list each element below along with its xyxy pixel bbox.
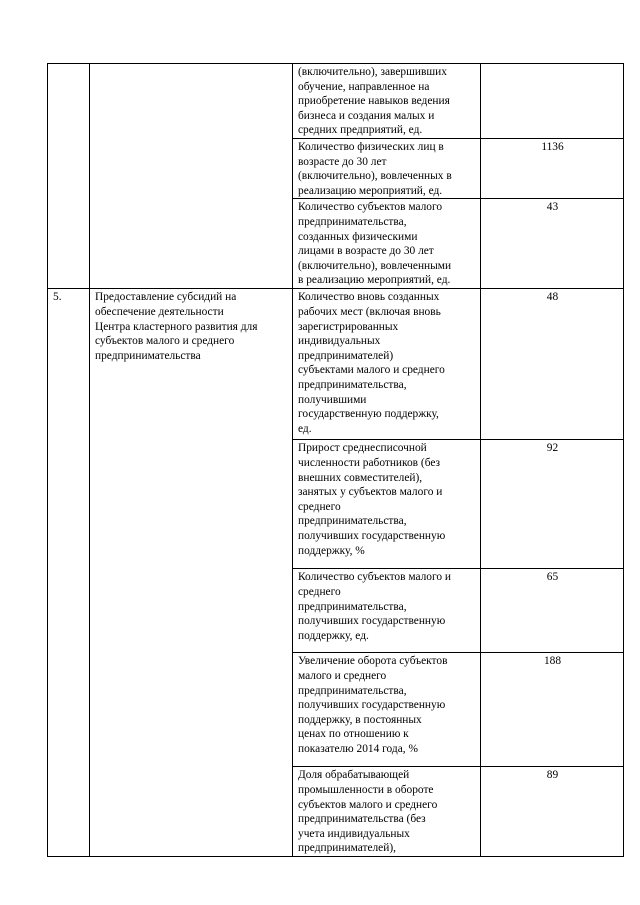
indicator-text: (включительно), завершивших обучение, направленное на приобретение навыков ведения бизнеса и создания малых и средних предприятий, ед.: [298, 66, 450, 137]
value-cell: [481, 289, 624, 440]
value-text: 89: [546, 769, 559, 782]
value-cell: [481, 653, 624, 767]
indicator-cell: [293, 653, 481, 767]
row-number-cell: [48, 289, 90, 857]
indicator-cell: [293, 289, 481, 440]
value-text: 48: [546, 291, 559, 304]
indicator-text: Увеличение оборота субъектов малого и среднего предпринимательства, получивших государственную поддержку, в постоянных ценах по отношению к показателю 2014 года, %: [298, 655, 448, 755]
row-number: 5.: [53, 291, 62, 304]
value-cell: [481, 199, 624, 289]
row-number-cell: [48, 64, 90, 289]
value-text: 43: [546, 201, 559, 214]
value-text: 1136: [541, 141, 564, 153]
indicators-table: [47, 63, 624, 857]
event-name: Предоставление субсидий на обеспечение деятельности Центра кластерного развития для субъектов малого и среднего предпринимательства: [95, 291, 258, 362]
value-cell: [481, 767, 624, 857]
value-cell: [481, 569, 624, 653]
table-row: [48, 289, 624, 440]
event-cell: [90, 64, 293, 289]
indicator-text: Доля обрабатывающей промышленности в обороте субъектов малого и среднего предпринимательства (без учета индивидуальных предпринимателей),: [298, 769, 438, 855]
value-text: 65: [546, 571, 559, 584]
indicator-cell: [293, 64, 481, 139]
indicator-text: Количество вновь созданных рабочих мест (включая вновь зарегистрированных индивидуальных предпринимателей) субъектами малого и среднего предпринимательства, получившими государственную поддержку, ед.: [298, 291, 445, 435]
value-text: 188: [543, 655, 562, 668]
event-cell: [90, 289, 293, 857]
value-cell: [481, 440, 624, 569]
value-text: 92: [546, 442, 559, 455]
indicator-cell: [293, 440, 481, 569]
indicator-text: Количество субъектов малого предпринимательства, созданных физическими лицами в возрасте до 30 лет (включительно), вовлеченными в реализацию мероприятий, ед.: [298, 201, 452, 287]
indicator-cell: [293, 569, 481, 653]
value-cell: [481, 139, 624, 199]
indicator-text: Количество физических лиц в возрасте до 30 лет (включительно), вовлеченных в реализацию мероприятий, ед.: [298, 141, 452, 197]
indicator-text: Прирост среднесписочной численности работников (без внешних совместителей), занятых у субъектов малого и среднего предпринимательства, получивших государственную поддержку, %: [298, 442, 446, 557]
indicator-cell: [293, 199, 481, 289]
table-row: [48, 64, 624, 139]
indicator-text: Количество субъектов малого и среднего предпринимательства, получивших государственную поддержку, ед.: [298, 571, 452, 642]
indicator-cell: [293, 767, 481, 857]
indicator-cell: [293, 139, 481, 199]
value-cell: [481, 64, 624, 139]
